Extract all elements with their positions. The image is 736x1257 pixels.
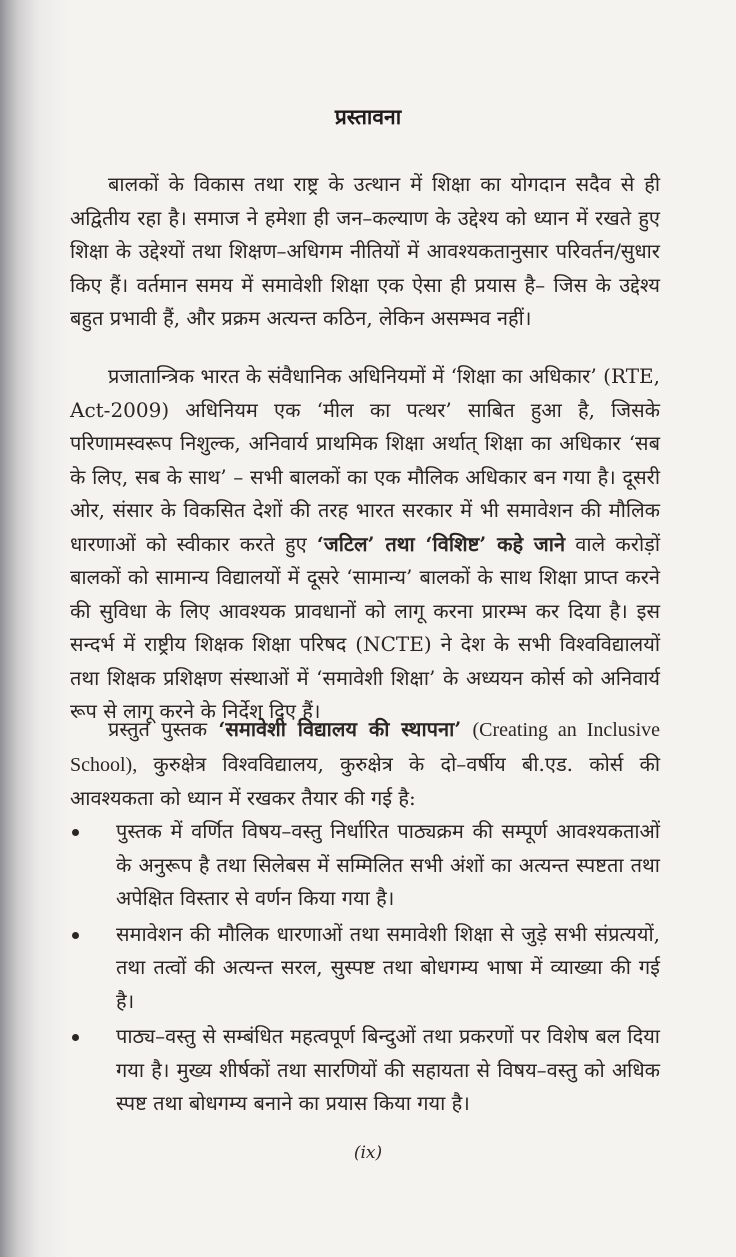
feature-list <box>70 815 660 1123</box>
book-title-hindi: ‘समावेशी विद्यालय की स्थापना’ <box>218 717 462 741</box>
bullet-icon <box>72 829 79 836</box>
paragraph-3-text-b: कुरुक्षेत्र विश्वविद्यालय, कुरुक्षेत्र के दो–वर्षीय बी.एड. कोर्स की आवश्यकता को ध्यान में रखकर तैयार की गई है: <box>70 751 661 810</box>
paragraph-3-text-a: प्रस्तुत पुस्तक <box>108 717 208 741</box>
bullet-icon <box>72 932 79 939</box>
list-item <box>70 815 660 916</box>
page-title: प्रस्तावना <box>334 104 402 129</box>
page-binding-shadow <box>0 0 70 1257</box>
page-number: (ix) <box>353 1143 383 1163</box>
list-item <box>70 918 660 1019</box>
paragraph-2-text-b: वाले करोड़ों बालकों को सामान्य विद्यालयों में दूसरे ‘सामान्य’ बालकों के साथ शिक्षा प्राप्त करने की सुविधा के लिए आवश्यक प्रावधानों को लागू करना प्रारम्भ कर दिया है। इस सन्दर्भ में राष्ट्रीय शिक्षक शिक्षा परिषद (NCTE) ने देश के सभी विश्वविद्यालयों तथा शिक्षक प्रशिक्षण संस्थाओं में ‘समावेशी शिक्षा’ के अध्ययन कोर्स को अनिवार्य रूप से लागू करने के निर्देश दिए हैं। <box>70 531 660 723</box>
paragraph-2-text-a: प्रजातान्त्रिक भारत के संवैधानिक अधिनियमों में ‘शिक्षा का अधिकार’ (RTE, Act-2009) अधिनियम एक ‘मील का पत्थर’ साबित हुआ है, जिसके परिणामस्वरूप निशुल्क, अनिवार्य प्राथमिक शिक्षा अर्थात् शिक्षा का अधिकार ‘सब के लिए, सब के साथ’ – सभी बालकों का एक मौलिक अधिकार बन गया है। दूसरी ओर, संसार के विकसित देशों की तरह भारत सरकार में भी समावेशन की मौलिक धारणाओं को स्वीकार करते हुए <box>70 364 660 556</box>
paragraph-2 <box>70 360 660 729</box>
list-item <box>70 1020 660 1121</box>
paragraph-1: बालकों के विकास तथा राष्ट्र के उत्थान में शिक्षा का योगदान सदैव से ही अद्वितीय रहा है। समाज ने हमेशा ही जन–कल्याण के उद्देश्य को ध्यान में रखते हुए शिक्षा के उद्देश्यों तथा शिक्षण–अधिगम नीतियों में आवश्यकतानुसार परिवर्तन/सुधार किए हैं। वर्तमान समय में समावेशी शिक्षा एक ऐसा ही प्रयास है– जिस के उद्देश्य बहुत प्रभावी हैं, और प्रक्रम अत्यन्त कठिन, लेकिन असम्भव नहीं। <box>70 172 660 330</box>
paragraph-3 <box>70 713 660 816</box>
paragraph-2-bold-phrase: ‘जटिल’ तथा ‘विशिष्ट’ कहे जाने <box>316 531 566 556</box>
bullet-icon <box>72 1034 79 1041</box>
list-item-text: समावेशन की मौलिक धारणाओं तथा समावेशी शिक्षा से जुड़े सभी संप्रत्ययों, तथा तत्वों की अत्यन्त सरल, सुस्पष्ट तथा बोधगम्य भाषा में व्याख्या की गई है। <box>116 921 660 1013</box>
list-item-text: पुस्तक में वर्णित विषय–वस्तु निर्धारित पाठ्यक्रम की सम्पूर्ण आवश्यकताओं के अनुरूप है तथा सिलेबस में सम्मिलित सभी अंशों का अत्यन्त स्पष्टता तथा अपेक्षित विस्तार से वर्णन किया गया है। <box>116 819 660 910</box>
book-title-english: (Creating an Inclusive School), <box>70 719 661 776</box>
list-item-text: पाठ्य–वस्तु से सम्बंधित महत्वपूर्ण बिन्दुओं तथा प्रकरणों पर विशेष बल दिया गया है। मुख्य शीर्षकों तथा सारणियों की सहायता से विषय–वस्तु को अधिक स्पष्ट तथा बोधगम्य बनाने का प्रयास किया गया है। <box>116 1024 660 1115</box>
